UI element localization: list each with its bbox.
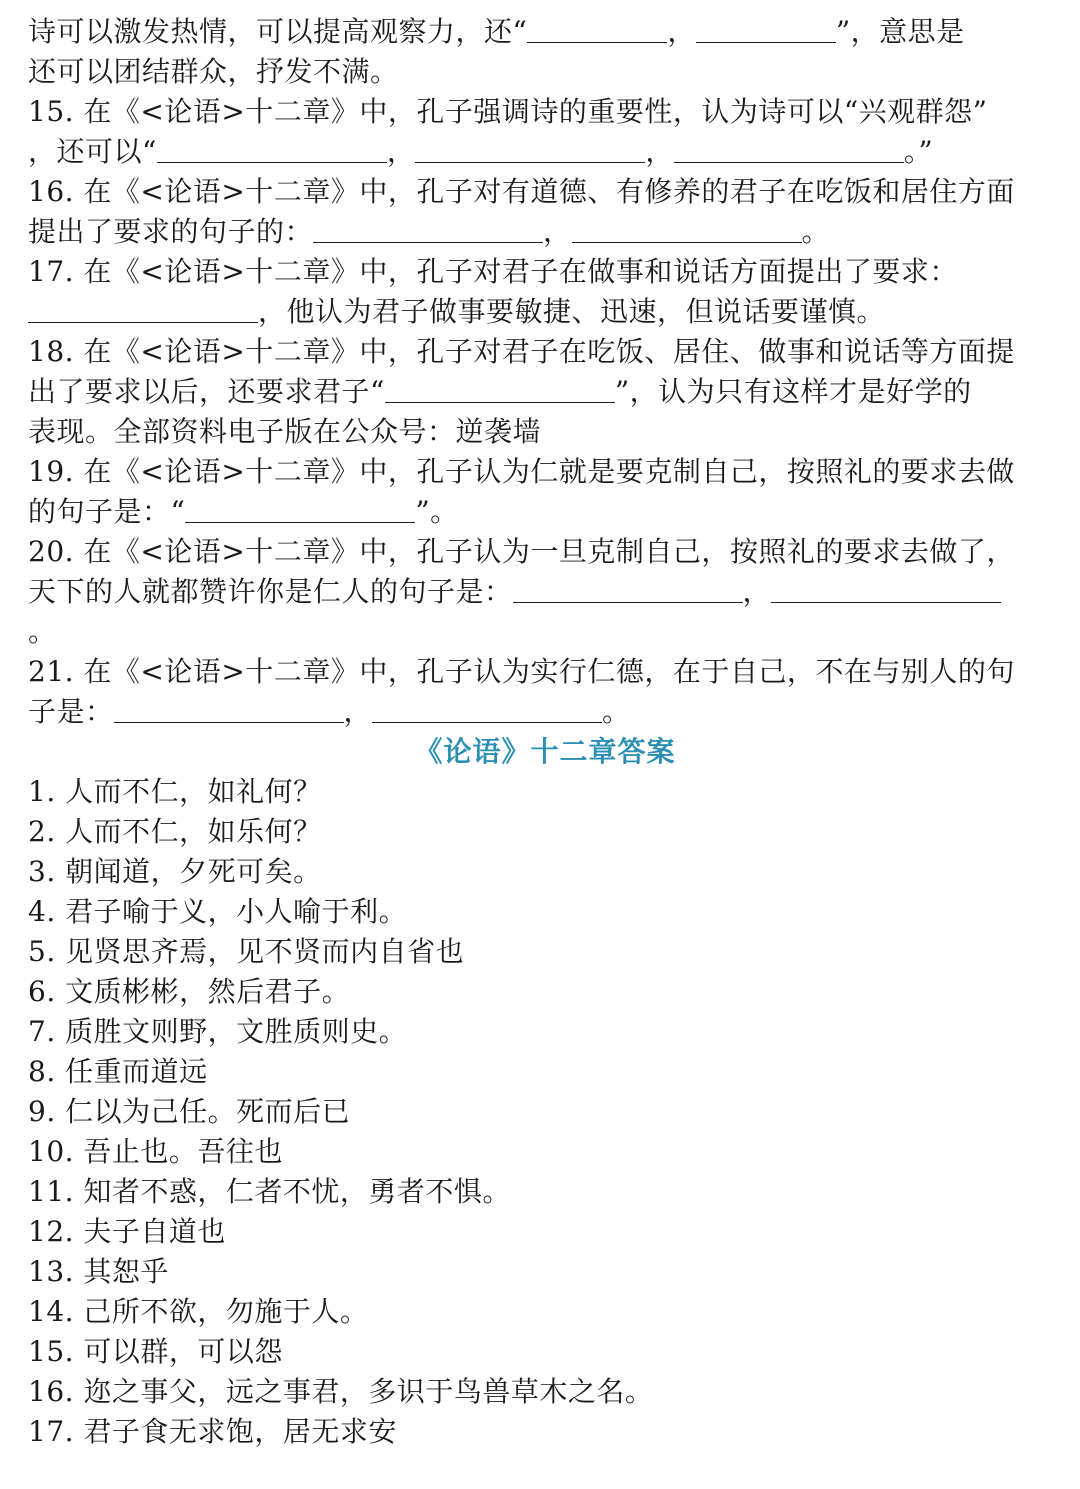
question-20-line-2 <box>28 572 1062 612</box>
text: ”，认为只有这样才是好学的 <box>614 375 972 408</box>
question-16-line-1: 16. 在《<论语>十二章》中，孔子对有道德、有修养的君子在吃饭和居住方面 <box>28 175 1015 208</box>
text: 的句子是：“ <box>28 495 186 528</box>
question-14-line-2: 还可以团结群众，抒发不满。 <box>28 55 399 88</box>
blank[interactable] <box>372 694 602 723</box>
answer-item: 14. 己所不欲，勿施于人。 <box>28 1295 369 1328</box>
text: 诗可以激发热情，可以提高观察力，还“ <box>28 15 528 48</box>
text: 。 <box>801 215 831 248</box>
text: ， <box>742 575 772 608</box>
blank[interactable] <box>114 694 344 723</box>
answer-item: 2. 人而不仁，如乐何？ <box>28 815 322 848</box>
text: 提出了要求的句子的： <box>28 215 314 248</box>
question-21-line-2 <box>28 692 1062 732</box>
question-19-line-1: 19. 在《<论语>十二章》中，孔子认为仁就是要克制自己，按照礼的要求去做 <box>28 455 1015 488</box>
text: 天下的人就都赞许你是仁人的句子是： <box>28 575 513 608</box>
question-15-line-1: 15. 在《<论语>十二章》中，孔子强调诗的重要性，认为诗可以“兴观群怨” <box>28 95 988 128</box>
answer-item: 4. 君子喻于义，小人喻于利。 <box>28 895 408 928</box>
answer-item: 6. 文质彬彬，然后君子。 <box>28 975 351 1008</box>
answers-title: 《论语》十二章答案 <box>414 735 676 768</box>
answer-item: 5. 见贤思齐焉，见不贤而内自省也 <box>28 935 465 968</box>
answer-item: 11. 知者不惑，仁者不忧，勇者不惧。 <box>28 1175 511 1208</box>
blank[interactable] <box>313 214 543 243</box>
text: ， <box>667 15 696 48</box>
text: ”，意思是 <box>835 15 965 48</box>
blank[interactable] <box>385 374 615 403</box>
answer-item: 8. 任重而道远 <box>28 1055 208 1088</box>
question-15-line-2 <box>28 132 1062 172</box>
text: ， <box>386 135 416 168</box>
answer-item: 13. 其恕乎 <box>28 1255 169 1288</box>
text: 。 <box>602 695 631 728</box>
blank[interactable] <box>28 294 258 323</box>
question-19-line-2 <box>28 492 1062 532</box>
text: ， <box>543 215 572 248</box>
text: ， <box>343 695 373 728</box>
text: ，他认为君子做事要敏捷、迅速，但说话要谨慎。 <box>258 295 886 328</box>
blank[interactable] <box>513 574 743 603</box>
answer-item: 15. 可以群，可以怨 <box>28 1335 283 1368</box>
text: ”。 <box>415 495 459 528</box>
question-17-line-1: 17. 在《<论语>十二章》中，孔子对君子在做事和说话方面提出了要求： <box>28 255 958 288</box>
question-18-line-1: 18. 在《<论语>十二章》中，孔子对君子在吃饭、居住、做事和说话等方面提 <box>28 335 1015 368</box>
blank[interactable] <box>572 214 802 243</box>
question-16-line-2 <box>28 212 1062 252</box>
blank[interactable] <box>185 494 415 523</box>
question-14-line-1 <box>28 12 1062 52</box>
text: 。” <box>903 135 934 168</box>
blank[interactable] <box>674 134 904 163</box>
question-18-line-2 <box>28 372 1062 412</box>
document-page <box>28 12 1062 1452</box>
question-20-line-3: 。 <box>28 615 57 648</box>
text: 子是： <box>28 695 114 728</box>
answer-item: 7. 质胜文则野，文胜质则史。 <box>28 1015 408 1048</box>
answer-item: 12. 夫子自道也 <box>28 1215 226 1248</box>
answer-item: 3. 朝闻道，夕死可矣。 <box>28 855 322 888</box>
text: ，还可以“ <box>28 135 157 168</box>
answer-item: 10. 吾止也。吾往也 <box>28 1135 283 1168</box>
text: ， <box>645 135 674 168</box>
answer-item: 1. 人而不仁，如礼何？ <box>28 775 322 808</box>
blank[interactable] <box>527 14 667 43</box>
blank[interactable] <box>696 14 836 43</box>
blank[interactable] <box>157 134 387 163</box>
question-17-line-2 <box>28 292 1062 332</box>
blank[interactable] <box>771 574 1001 603</box>
blank[interactable] <box>415 134 645 163</box>
question-18-line-3: 表现。全部资料电子版在公众号：逆袭墙 <box>28 415 542 448</box>
text: 出了要求以后，还要求君子“ <box>28 375 385 408</box>
answer-item: 17. 君子食无求饱，居无求安 <box>28 1415 397 1448</box>
answer-item: 9. 仁以为己任。死而后已 <box>28 1095 351 1128</box>
question-20-line-1: 20. 在《<论语>十二章》中，孔子认为一旦克制自己，按照礼的要求去做了， <box>28 535 1015 568</box>
question-21-line-1: 21. 在《<论语>十二章》中，孔子认为实行仁德，在于自己，不在与别人的句 <box>28 655 1015 688</box>
answer-item: 16. 迩之事父，远之事君，多识于鸟兽草木之名。 <box>28 1375 654 1408</box>
